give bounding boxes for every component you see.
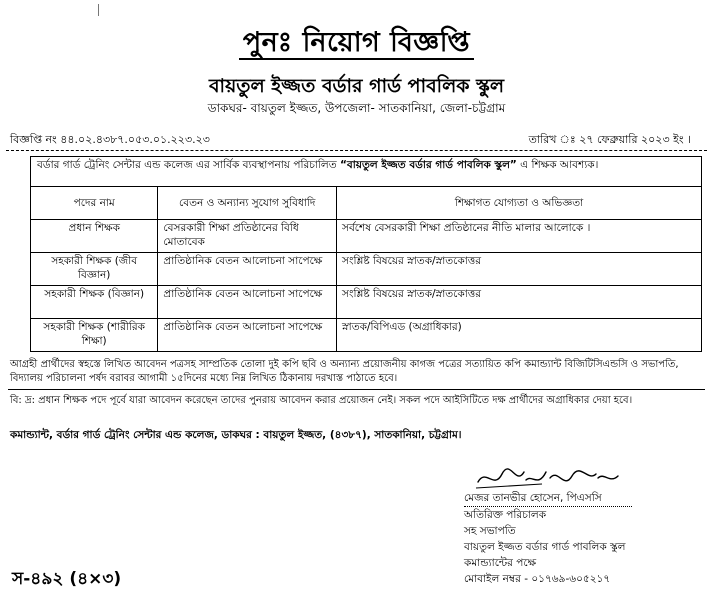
qualification-cell: স্নাতক/বিপিএড (অগ্রাধিকার) bbox=[337, 319, 702, 352]
posts-table bbox=[30, 186, 702, 352]
post-cell: সহকারী শিক্ষক (বিজ্ঞান) bbox=[31, 286, 158, 319]
signer-block bbox=[464, 490, 632, 587]
intro-text: বর্ডার গার্ড ট্রেনিং সেন্টার এন্ড কলেজ এর সার্বিক ব্যবস্থাপনায় পরিচালিত “বায়তুল ইজ্জত বর্ডার গার্ড পাবলিক স্কুল” এ শিক্ষক আবশ্যক। bbox=[30, 156, 702, 186]
signer-school: বায়তুল ইজ্জত বর্ডার গার্ড পাবলিক স্কুল bbox=[464, 541, 626, 553]
header-post: পদের নাম bbox=[31, 187, 158, 220]
qualification-cell: সংশ্লিষ্ট বিষয়ের স্নাতক/স্নাতকোত্তর bbox=[337, 253, 702, 286]
signer-mobile: মোবাইল নম্বর - ০১৭৬৯-৬০৫২১৭ bbox=[464, 573, 611, 585]
header-qualification: শিক্ষাগত যোগ্যতা ও অভিজ্ঞতা bbox=[337, 187, 702, 220]
qualification-cell: সংশ্লিষ্ট বিষয়ের স্নাতক/স্নাতকোত্তর bbox=[337, 286, 702, 319]
salary-cell: বেসরকারী শিক্ষা প্রতিষ্ঠানের বিধি মোতাবেক bbox=[158, 220, 337, 253]
signer-on-behalf: কমান্ড্যান্টের পক্ষে bbox=[464, 557, 537, 569]
salary-cell: প্রাতিষ্ঠানিক বেতন আলোচনা সাপেক্ষে bbox=[158, 286, 337, 319]
notice-page bbox=[2, 4, 711, 593]
qualification-cell: সর্বশেষ বেসরকারী শিক্ষা প্রতিষ্ঠানের নীতি মালার আলোকে । bbox=[337, 220, 702, 253]
table-header-row bbox=[31, 187, 702, 220]
signer-name: মেজর তানভীর হোসেন, পিএসসি bbox=[464, 490, 632, 507]
signer-designation: অতিরিক্ত পরিচালক bbox=[464, 509, 547, 521]
divider bbox=[8, 389, 705, 390]
table-row bbox=[31, 220, 702, 253]
mailing-address: কমান্ড্যান্ট, বর্ডার গার্ড ট্রেনিং সেন্টার এন্ড কলেজ, ডাকঘর : বায়তুল ইজ্জত, (৪৩৮৭), সাতকানিয়া, চট্টগ্রাম। bbox=[10, 429, 462, 441]
memo-number: বিজ্ঞপ্তি নং ৪৪.০২.৪৩৮৭.০৫৩.০১.২২৩.২৩ bbox=[10, 133, 210, 146]
signer-role: সহ সভাপতি bbox=[464, 525, 516, 537]
salary-cell: প্রাতিষ্ঠানিক বেতন আলোচনা সাপেক্ষে bbox=[158, 319, 337, 352]
post-cell: প্রধান শিক্ষক bbox=[31, 220, 158, 253]
application-instructions: আগ্রহী প্রার্থীদের স্বহস্তে লিখিত আবেদন পত্রসহ সাম্প্রতিক তোলা দুই কপি ছবি ও অন্যান্য প্রয়োজনীয় কাগজ পত্রের সত্যায়িত কপি কমান্ড্যান্ট বিজিটিসিএন্ডসি ও সভাপতি, বিদ্যালয় পরিচালনা পর্ষদ বরাবর আগামী ১৫দিনের মধ্যে নিম্ন লিখিত ঠিকানায় দরখাস্ত পাঠাতে হবে। bbox=[10, 359, 679, 384]
school-address: ডাকঘর- বায়তুল ইজ্জত, উপজেলা- সাতকানিয়া, জেলা-চট্টগ্রাম bbox=[207, 101, 506, 115]
signature-image bbox=[472, 460, 622, 494]
salary-cell: প্রাতিষ্ঠানিক বেতন আলোচনা সাপেক্ষে bbox=[158, 253, 337, 286]
school-name: বায়তুল ইজ্জত বর্ডার গার্ড পাবলিক স্কুল bbox=[208, 75, 505, 97]
table-row bbox=[31, 286, 702, 319]
reference-number: স-৪৯২ (৪×৩) bbox=[12, 569, 122, 589]
post-cell: সহকারী শিক্ষক (জীব বিজ্ঞান) bbox=[31, 253, 158, 286]
special-note: বি: দ্র: প্রধান শিক্ষক পদে পূর্বে যারা আবেদন করেছেন তাদের পুনরায় আবেদন করার প্রয়োজন নেই। সকল পদে আইসিটিতে দক্ষ প্রার্থীদের অগ্রাধিকার দেয়া হবে। bbox=[10, 395, 633, 406]
divider bbox=[6, 150, 707, 151]
scan-mark bbox=[98, 4, 99, 16]
notice-title: পুনঃ নিয়োগ বিজ্ঞপ্তি bbox=[2, 22, 711, 67]
header-salary: বেতন ও অন্যান্য সুযোগ সুবিধাদি bbox=[158, 187, 337, 220]
notice-date: তারিখ ঃ ২৭ ফেব্রুয়ারি ২০২৩ ইং । bbox=[528, 133, 691, 146]
post-cell: সহকারী শিক্ষক (শারীরিক শিক্ষা) bbox=[31, 319, 158, 352]
table-row bbox=[31, 319, 702, 352]
table-row bbox=[31, 253, 702, 286]
